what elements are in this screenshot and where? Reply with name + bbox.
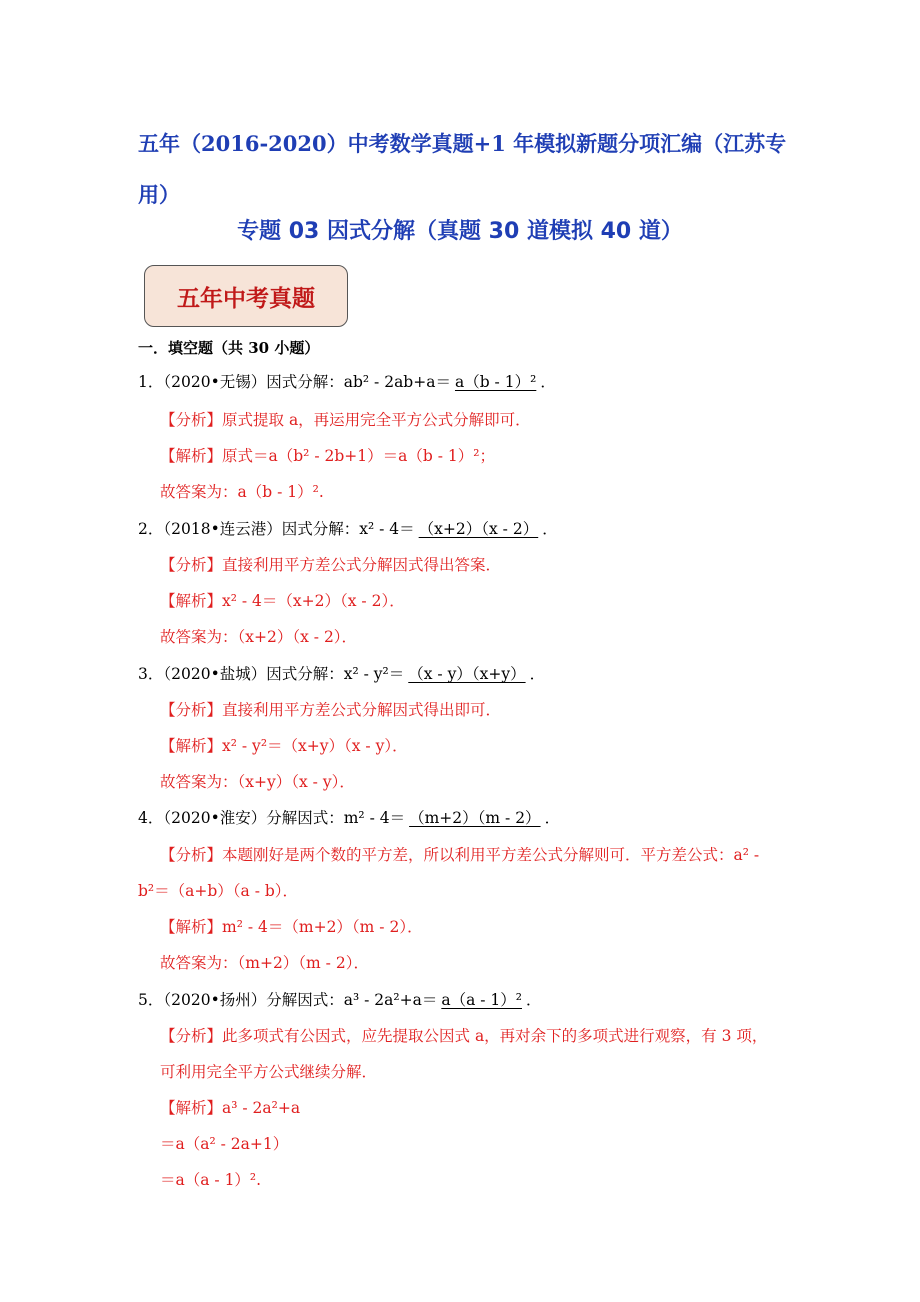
analysis-text: 此多项式有公因式，应先提取公因式 a，再对余下的多项式进行观察，有 3 项，: [222, 1027, 768, 1045]
solution-1: [160, 446, 495, 466]
analysis-tag: 【分析】: [160, 701, 223, 719]
question-expression: x² - 4＝: [359, 520, 415, 538]
final-answer-text: a（b - 1）².: [237, 483, 324, 501]
question-expression: ab² - 2ab+a＝: [343, 373, 451, 391]
question-source: （2020•无锡）: [163, 373, 267, 391]
final-answer-4: [160, 953, 369, 973]
question-4: 4．（2020•淮安）分解因式：m² - 4＝ （m+2）（m - 2） ．: [138, 809, 561, 827]
analysis-5-continued: 可利用完全平方公式继续分解．: [160, 1063, 378, 1081]
section-heading: 一．填空题（共 30 小题）: [138, 339, 320, 357]
answer-blank: a（b - 1）²: [454, 373, 537, 391]
document-title: [138, 118, 798, 220]
solution-5-step-2: ＝a（a² - 2a+1）: [160, 1135, 289, 1153]
question-source: （2020•扬州）: [163, 991, 267, 1009]
solution-text: a³ - 2a²+a: [222, 1099, 301, 1117]
question-expression: x² - y²＝: [343, 665, 405, 683]
title-line-2: 用）: [138, 182, 180, 207]
solution-3: [160, 736, 408, 756]
final-answer-text: （x+y）（x - y）．: [237, 773, 355, 791]
analysis-1: [160, 410, 531, 430]
question-5: 5．（2020•扬州）分解因式：a³ - 2a²+a＝ a（a - 1）² ．: [138, 991, 542, 1009]
question-expression: m² - 4＝: [343, 809, 406, 827]
solution-text: m² - 4＝（m+2）（m - 2）．: [222, 918, 423, 936]
final-answer-text: （m+2）（m - 2）．: [237, 954, 369, 972]
solution-tag: 【解析】: [160, 592, 223, 610]
analysis-tag: 【分析】: [160, 411, 223, 429]
answer-prefix: 故答案为：: [160, 773, 238, 791]
question-stem: 分解因式：: [266, 991, 344, 1009]
solution-5-step-3: ＝a（a - 1）².: [160, 1171, 262, 1189]
analysis-5: [160, 1026, 767, 1046]
question-source: （2018•连云港）: [163, 520, 282, 538]
analysis-text: 直接利用平方差公式分解因式得出答案．: [222, 556, 502, 574]
topic-subtitle: 专题 03 因式分解（真题 30 道模拟 40 道）: [237, 219, 683, 244]
solution-tag: 【解析】: [160, 918, 223, 936]
analysis-tag: 【分析】: [160, 846, 223, 864]
final-answer-3: [160, 772, 355, 792]
question-number: 3．: [138, 665, 164, 683]
title-line-1: 五年（2016-2020）中考数学真题+1 年模拟新题分项汇编（江苏专: [138, 131, 787, 156]
answer-blank: （m+2）（m - 2）: [409, 809, 541, 827]
question-expression: a³ - 2a²+a＝: [343, 991, 438, 1009]
answer-prefix: 故答案为：: [160, 954, 238, 972]
analysis-4-continued: b²＝（a+b）（a - b）．: [138, 882, 299, 900]
answer-prefix: 故答案为：: [160, 483, 238, 501]
analysis-4: [160, 845, 759, 865]
question-stem: 因式分解：: [266, 373, 344, 391]
solution-5: [160, 1098, 300, 1118]
section-badge: 五年中考真题: [144, 265, 348, 327]
answer-prefix: 故答案为：: [160, 628, 238, 646]
solution-text: x² - y²＝（x+y）（x - y）．: [222, 737, 408, 755]
question-1: 1．（2020•无锡）因式分解：ab² - 2ab+a＝ a（b - 1）² ．: [138, 373, 556, 391]
analysis-3: [160, 700, 501, 720]
analysis-text: 本题刚好是两个数的平方差，所以利用平方差公式分解则可．平方差公式：a² -: [222, 846, 760, 864]
solution-2: [160, 591, 405, 611]
question-source: （2020•盐城）: [163, 665, 267, 683]
final-answer-2: [160, 627, 357, 647]
answer-blank: a（a - 1）²: [441, 991, 522, 1009]
analysis-text: 原式提取 a，再运用完全平方公式分解即可．: [222, 411, 531, 429]
final-answer-text: （x+2）（x - 2）．: [237, 628, 358, 646]
question-stem: 分解因式：: [266, 809, 344, 827]
answer-blank: （x+2）（x - 2）: [418, 520, 539, 538]
question-source: （2020•淮安）: [163, 809, 267, 827]
solution-text: 原式＝a（b² - 2b+1）＝a（b - 1）²；: [222, 447, 495, 465]
question-2: 2．（2018•连云港）因式分解：x² - 4＝ （x+2）（x - 2） ．: [138, 520, 558, 538]
question-3: 3．（2020•盐城）因式分解：x² - y²＝ （x - y）（x+y） ．: [138, 665, 546, 683]
answer-blank: （x - y）（x+y）: [408, 665, 526, 683]
solution-tag: 【解析】: [160, 1099, 223, 1117]
solution-4: [160, 917, 423, 937]
question-number: 1．: [138, 373, 164, 391]
solution-tag: 【解析】: [160, 737, 223, 755]
question-stem: 因式分解：: [266, 665, 344, 683]
analysis-text: 直接利用平方差公式分解因式得出即可．: [222, 701, 502, 719]
question-number: 4．: [138, 809, 164, 827]
analysis-tag: 【分析】: [160, 556, 223, 574]
question-number: 5．: [138, 991, 164, 1009]
analysis-tag: 【分析】: [160, 1027, 223, 1045]
question-number: 2．: [138, 520, 164, 538]
analysis-2: [160, 555, 501, 575]
solution-text: x² - 4＝（x+2）（x - 2）．: [222, 592, 405, 610]
final-answer-1: [160, 482, 324, 502]
solution-tag: 【解析】: [160, 447, 223, 465]
question-stem: 因式分解：: [281, 520, 360, 538]
